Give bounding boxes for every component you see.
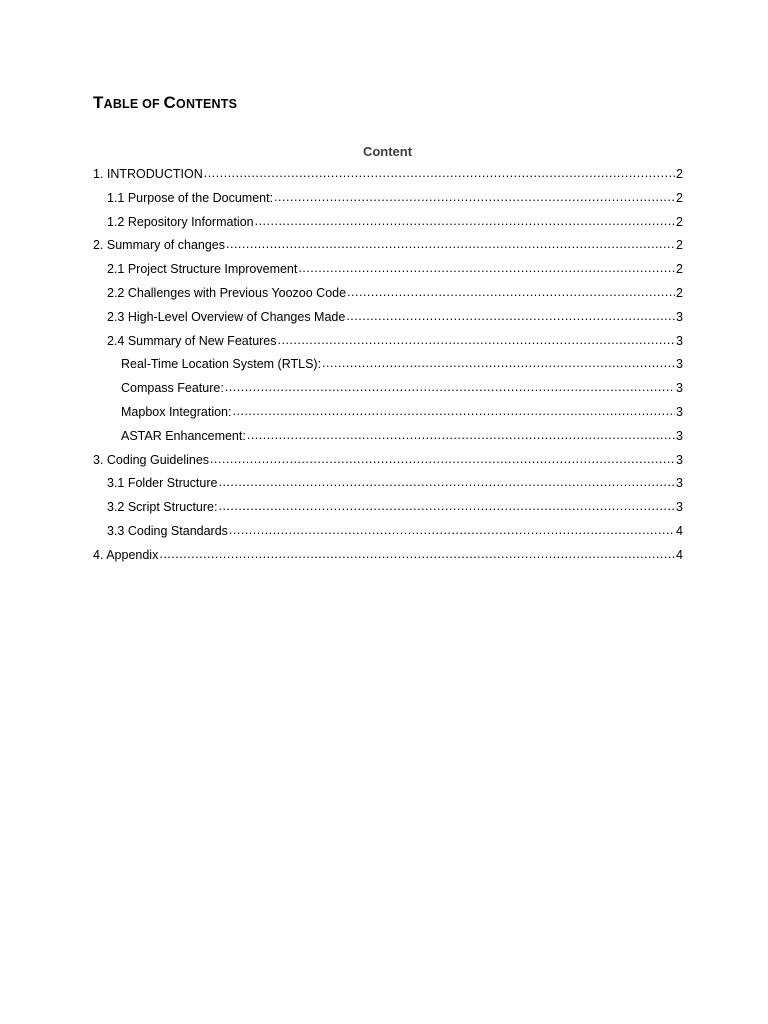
toc-dot-leader bbox=[225, 377, 675, 397]
toc-entry-text: 2.4 Summary of New Features bbox=[107, 333, 277, 348]
toc-entry[interactable] bbox=[93, 212, 683, 236]
toc-entry[interactable] bbox=[93, 164, 683, 188]
toc-title: Content bbox=[362, 144, 413, 159]
heading-part: T bbox=[93, 93, 104, 112]
toc-entry-text: 1.1 Purpose of the Document: bbox=[107, 190, 274, 205]
toc-dot-leader bbox=[218, 472, 675, 492]
toc-entry-text: Real-Time Location System (RTLS): bbox=[121, 357, 322, 372]
toc-entry-text: Compass Feature: bbox=[121, 381, 224, 396]
toc-dot-leader bbox=[226, 234, 675, 254]
toc-dot-leader bbox=[247, 425, 675, 445]
toc-entry[interactable] bbox=[93, 331, 683, 355]
toc-dot-leader bbox=[347, 282, 675, 302]
toc-dot-leader bbox=[346, 306, 675, 326]
toc-page-number: 3 bbox=[676, 476, 683, 491]
toc-page-number: 2 bbox=[676, 214, 683, 229]
heading-part: ONTENTS bbox=[176, 97, 238, 111]
toc-page-number: 2 bbox=[676, 262, 683, 277]
toc-entry[interactable] bbox=[93, 450, 683, 474]
toc-dot-leader bbox=[159, 544, 675, 564]
toc-page-number: 2 bbox=[676, 285, 683, 300]
toc-dot-leader bbox=[322, 353, 675, 373]
toc-entry-text: 3.3 Coding Standards bbox=[107, 523, 228, 538]
toc-entry-text: Mapbox Integration: bbox=[121, 404, 232, 419]
toc-entry-text: 1. INTRODUCTION bbox=[93, 167, 203, 181]
toc-page-number: 3 bbox=[676, 452, 683, 467]
toc-dot-leader bbox=[204, 163, 675, 183]
toc-page-number: 2 bbox=[676, 190, 683, 205]
toc-entry[interactable] bbox=[93, 307, 683, 331]
toc-entry[interactable] bbox=[93, 378, 683, 402]
toc-entry[interactable] bbox=[93, 545, 683, 569]
toc-dot-leader bbox=[218, 496, 675, 516]
toc-dot-leader bbox=[233, 401, 676, 421]
toc-entry[interactable] bbox=[93, 426, 683, 450]
toc-dot-leader bbox=[298, 258, 675, 278]
toc-page-number: 3 bbox=[676, 500, 683, 515]
toc-page-number: 3 bbox=[676, 428, 683, 443]
toc-entry-text: 1.2 Repository Information bbox=[107, 214, 254, 229]
heading-part: ABLE OF bbox=[103, 97, 164, 111]
toc-dot-leader bbox=[255, 211, 675, 231]
toc-entry-text: 4. Appendix bbox=[93, 547, 159, 562]
toc-entry[interactable] bbox=[93, 473, 683, 497]
toc-page-number: 3 bbox=[676, 381, 683, 396]
toc-entry[interactable] bbox=[93, 521, 683, 545]
toc-entry[interactable] bbox=[93, 354, 683, 378]
toc-entry[interactable] bbox=[93, 402, 683, 426]
toc-entry-text: 2.2 Challenges with Previous Yoozoo Code bbox=[107, 285, 347, 300]
toc-entry-text: ASTAR Enhancement: bbox=[121, 428, 246, 443]
toc-dot-leader bbox=[229, 520, 675, 540]
toc-page-number: 4 bbox=[676, 523, 683, 538]
toc-entry-text: 3.2 Script Structure: bbox=[107, 500, 218, 515]
toc-page-number: 2 bbox=[676, 167, 683, 181]
toc-dot-leader bbox=[210, 449, 675, 469]
toc-entry[interactable] bbox=[93, 497, 683, 521]
toc-dot-leader bbox=[274, 187, 675, 207]
toc-entry-text: 2.1 Project Structure Improvement bbox=[107, 262, 298, 277]
toc-page-number: 3 bbox=[676, 309, 683, 324]
toc-entry-text: 3.1 Folder Structure bbox=[107, 476, 218, 491]
table-of-contents-heading bbox=[93, 92, 237, 115]
toc-entry[interactable] bbox=[93, 235, 683, 259]
toc-entry[interactable] bbox=[93, 283, 683, 307]
toc-entry-text: 3. Coding Guidelines bbox=[93, 452, 210, 467]
toc-list bbox=[93, 164, 683, 569]
toc-entry[interactable] bbox=[93, 188, 683, 212]
toc-page-number: 2 bbox=[676, 238, 683, 253]
heading-part: C bbox=[163, 93, 177, 112]
toc-page-number: 3 bbox=[676, 404, 683, 419]
toc-dot-leader bbox=[278, 330, 676, 350]
toc-page-number: 4 bbox=[676, 547, 683, 562]
toc-page-number: 3 bbox=[676, 357, 683, 372]
toc-entry-text: 2. Summary of changes bbox=[93, 238, 226, 253]
toc-page-number: 3 bbox=[676, 333, 683, 348]
toc-entry[interactable] bbox=[93, 259, 683, 283]
toc-entry-text: 2.3 High-Level Overview of Changes Made bbox=[107, 309, 346, 324]
